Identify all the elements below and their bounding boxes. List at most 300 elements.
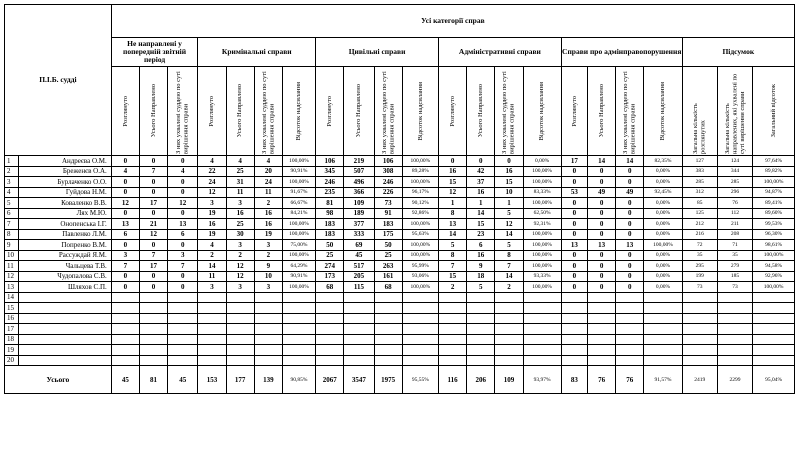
judge-name (19, 292, 112, 303)
table-cell: 16 (438, 166, 466, 177)
table-cell: 42 (467, 166, 495, 177)
table-cell (561, 292, 587, 303)
table-cell: 211 (717, 219, 752, 230)
total-cell: 177 (226, 366, 254, 394)
table-cell: 0 (616, 229, 644, 240)
table-cell: 109 (344, 198, 374, 209)
total-cell: 109 (495, 366, 523, 394)
table-cell (467, 292, 495, 303)
table-cell: 92,96% (753, 271, 795, 282)
table-cell (282, 355, 315, 366)
table-cell: 0 (168, 240, 198, 251)
table-cell: 161 (374, 271, 402, 282)
subheader-percent: Відсоток надсилання (644, 67, 682, 156)
table-cell: 9 (254, 261, 282, 272)
table-cell: 0,00% (644, 250, 682, 261)
table-cell (753, 292, 795, 303)
table-cell: 24 (198, 177, 226, 188)
table-cell: 16 (495, 166, 523, 177)
judge-name: Шляхов С.П. (19, 282, 112, 293)
table-cell: 3 (226, 282, 254, 293)
table-cell (282, 292, 315, 303)
table-cell (717, 324, 752, 335)
table-cell (139, 334, 167, 345)
table-cell (226, 324, 254, 335)
table-cell (168, 303, 198, 314)
table-cell (523, 292, 561, 303)
table-cell: 35 (682, 250, 717, 261)
table-cell: 2 (226, 250, 254, 261)
table-cell: 68 (316, 282, 344, 293)
total-cell: 93,97% (523, 366, 561, 394)
subheader-total-reviewed: Загальна кількість розглянутих (682, 67, 717, 156)
judge-name (19, 324, 112, 335)
table-cell: 115 (344, 282, 374, 293)
table-cell: 15 (438, 271, 466, 282)
table-cell: 212 (682, 219, 717, 230)
table-cell (438, 292, 466, 303)
table-cell (523, 324, 561, 335)
table-cell: 0 (561, 198, 587, 209)
row-number: 16 (5, 313, 19, 324)
table-cell (523, 345, 561, 356)
table-cell: 0,00% (644, 282, 682, 293)
table-cell (682, 345, 717, 356)
table-cell: 0 (561, 219, 587, 230)
table-cell: 30 (226, 229, 254, 240)
table-cell (495, 355, 523, 366)
table-cell: 285 (717, 177, 752, 188)
table-cell: 71 (717, 240, 752, 251)
table-cell: 100,00% (523, 261, 561, 272)
table-cell: 274 (316, 261, 344, 272)
table-row (5, 219, 795, 230)
table-cell: 0 (561, 282, 587, 293)
table-cell: 73 (682, 282, 717, 293)
table-cell: 17 (139, 198, 167, 209)
table-cell (254, 313, 282, 324)
table-cell (495, 303, 523, 314)
table-cell: 6 (111, 229, 139, 240)
table-cell: 100,00% (402, 156, 438, 167)
table-cell: 246 (374, 177, 402, 188)
table-cell: 12 (139, 229, 167, 240)
table-cell: 81 (316, 198, 344, 209)
table-row (5, 261, 795, 272)
table-cell (168, 292, 198, 303)
table-cell (561, 355, 587, 366)
table-cell: 0 (139, 208, 167, 219)
subheader-sent: Усього Направлено (226, 67, 254, 156)
table-cell (644, 313, 682, 324)
table-cell: 344 (717, 166, 752, 177)
table-cell: 0 (111, 282, 139, 293)
table-cell: 12 (111, 198, 139, 209)
table-row (5, 240, 795, 251)
total-cell: 95,55% (402, 366, 438, 394)
total-cell: 95,04% (753, 366, 795, 394)
table-row (5, 271, 795, 282)
table-row (5, 198, 795, 209)
table-cell (374, 355, 402, 366)
table-cell: 100,00% (402, 240, 438, 251)
table-cell: 91 (374, 208, 402, 219)
row-number: 4 (5, 187, 19, 198)
table-cell (561, 334, 587, 345)
table-cell (402, 355, 438, 366)
subheader-of-them: З них ухвалені суддею по суті вирішення справи (254, 67, 282, 156)
table-cell: 95,63% (402, 229, 438, 240)
table-cell (374, 313, 402, 324)
table-cell: 0 (139, 282, 167, 293)
table-cell: 7 (139, 166, 167, 177)
table-cell (344, 303, 374, 314)
table-cell (226, 355, 254, 366)
table-cell: 0 (139, 156, 167, 167)
table-cell: 16 (254, 208, 282, 219)
row-number: 18 (5, 334, 19, 345)
table-cell: 89,82% (753, 166, 795, 177)
subheader-percent: Відсоток надсилання (402, 67, 438, 156)
table-cell (226, 345, 254, 356)
table-cell: 13 (561, 240, 587, 251)
table-cell (467, 324, 495, 335)
table-cell: 0 (587, 271, 615, 282)
table-cell (467, 334, 495, 345)
table-cell: 16 (198, 219, 226, 230)
table-cell: 7 (168, 261, 198, 272)
total-cell: 90,85% (282, 366, 315, 394)
table-cell: 100,00% (523, 240, 561, 251)
table-cell: 90,12% (402, 198, 438, 209)
table-cell: 0 (587, 198, 615, 209)
table-cell: 1 (495, 198, 523, 209)
row-number: 10 (5, 250, 19, 261)
table-cell (467, 355, 495, 366)
table-cell: 183 (316, 219, 344, 230)
table-cell: 90,91% (282, 271, 315, 282)
table-cell: 0 (587, 166, 615, 177)
table-cell: 100,00% (402, 282, 438, 293)
table-cell (226, 292, 254, 303)
table-cell (682, 324, 717, 335)
table-cell: 92,31% (523, 219, 561, 230)
total-cell: 153 (198, 366, 226, 394)
table-cell (254, 334, 282, 345)
table-cell (168, 345, 198, 356)
judge-name (19, 334, 112, 345)
table-cell: 0 (111, 208, 139, 219)
table-cell: 2 (254, 250, 282, 261)
judge-name: Гуйдова Н.М. (19, 187, 112, 198)
table-cell: 53 (561, 187, 587, 198)
table-cell: 9 (467, 261, 495, 272)
table-cell: 0 (587, 219, 615, 230)
total-cell: 2067 (316, 366, 344, 394)
table-cell: 100,00% (402, 177, 438, 188)
table-cell: 0,00% (644, 198, 682, 209)
group-header-admin-offenses: Справи про адмінправопорушення (561, 38, 682, 67)
table-cell (282, 303, 315, 314)
judge-name (19, 303, 112, 314)
table-cell: 93,06% (402, 271, 438, 282)
table-row (5, 303, 795, 314)
table-cell (753, 345, 795, 356)
table-cell: 16 (467, 187, 495, 198)
table-cell (402, 345, 438, 356)
table-cell: 0 (616, 166, 644, 177)
table-cell: 0,00% (523, 156, 561, 167)
table-cell: 83,33% (523, 187, 561, 198)
table-cell (374, 292, 402, 303)
table-cell: 16 (226, 208, 254, 219)
table-cell (254, 355, 282, 366)
table-cell: 0 (495, 156, 523, 167)
table-cell: 0 (561, 261, 587, 272)
table-row (5, 345, 795, 356)
row-number: 9 (5, 240, 19, 251)
table-cell: 308 (374, 166, 402, 177)
table-cell (587, 334, 615, 345)
table-cell: 100,00% (402, 250, 438, 261)
total-cell: 81 (139, 366, 167, 394)
row-number: 11 (5, 261, 19, 272)
subheader-sent: Усього Направлено (344, 67, 374, 156)
table-cell: 106 (316, 156, 344, 167)
group-header-unsent: Не направлені у попередній звітній період (111, 38, 198, 67)
table-cell (438, 355, 466, 366)
table-cell: 100,00% (282, 250, 315, 261)
row-number: 14 (5, 292, 19, 303)
table-cell: 14 (495, 271, 523, 282)
table-cell: 20 (254, 166, 282, 177)
table-cell (402, 324, 438, 335)
table-cell: 100,00% (402, 219, 438, 230)
table-cell: 0 (111, 187, 139, 198)
table-cell: 14 (616, 156, 644, 167)
table-cell (561, 303, 587, 314)
table-cell: 100,00% (753, 177, 795, 188)
table-cell: 173 (316, 271, 344, 282)
table-cell: 73 (717, 282, 752, 293)
table-row (5, 156, 795, 167)
table-cell: 11 (226, 187, 254, 198)
table-row (5, 282, 795, 293)
subheader-total-sent: Загальна кількість направлених, які ухвалені по суті вирішення справи (717, 67, 752, 156)
table-cell (344, 345, 374, 356)
table-cell (753, 303, 795, 314)
table-cell: 0 (616, 219, 644, 230)
table-cell (753, 355, 795, 366)
table-cell (523, 334, 561, 345)
table-cell: 226 (374, 187, 402, 198)
table-cell (282, 324, 315, 335)
table-cell (111, 313, 139, 324)
table-cell (111, 292, 139, 303)
table-cell: 0 (616, 198, 644, 209)
subheader-percent: Відсоток надсилання (282, 67, 315, 156)
table-cell (467, 303, 495, 314)
table-cell: 12 (438, 187, 466, 198)
table-cell (682, 303, 717, 314)
table-cell: 3 (198, 282, 226, 293)
table-cell (467, 313, 495, 324)
table-cell: 296 (717, 187, 752, 198)
table-cell: 21 (139, 219, 167, 230)
table-cell: 13 (168, 219, 198, 230)
table-cell: 183 (316, 229, 344, 240)
table-cell: 89,60% (753, 208, 795, 219)
table-cell (316, 334, 344, 345)
table-cell: 0 (587, 229, 615, 240)
table-cell (374, 345, 402, 356)
total-cell: 76 (616, 366, 644, 394)
table-cell: 0 (168, 187, 198, 198)
table-cell (168, 324, 198, 335)
table-cell (226, 303, 254, 314)
table-cell: 0 (561, 271, 587, 282)
table-cell (438, 303, 466, 314)
table-cell: 23 (467, 229, 495, 240)
table-cell: 0 (168, 282, 198, 293)
table-cell: 35 (717, 250, 752, 261)
table-cell: 0,00% (644, 229, 682, 240)
table-cell: 3 (198, 198, 226, 209)
subheader-reviewed: Розглянуто (111, 67, 139, 156)
table-cell: 95,99% (402, 261, 438, 272)
table-cell: 14 (587, 156, 615, 167)
table-cell: 4 (111, 166, 139, 177)
table-cell (682, 313, 717, 324)
table-cell (438, 345, 466, 356)
table-cell: 100,00% (523, 166, 561, 177)
table-cell (111, 324, 139, 335)
table-cell (402, 334, 438, 345)
table-cell (316, 303, 344, 314)
table-cell (198, 292, 226, 303)
table-cell: 4 (198, 240, 226, 251)
table-row (5, 324, 795, 335)
table-cell: 0,00% (644, 177, 682, 188)
table-cell: 125 (682, 208, 717, 219)
group-header-summary: Підсумок (682, 38, 794, 67)
table-cell (717, 355, 752, 366)
table-cell (561, 324, 587, 335)
group-header-criminal: Кримінальні справи (198, 38, 316, 67)
table-cell: 0 (561, 177, 587, 188)
table-cell (682, 334, 717, 345)
table-cell: 16 (467, 250, 495, 261)
table-cell: 15 (438, 177, 466, 188)
table-cell: 0 (616, 208, 644, 219)
table-cell (495, 292, 523, 303)
table-cell (523, 313, 561, 324)
table-cell: 175 (374, 229, 402, 240)
row-number: 3 (5, 177, 19, 188)
judge-name: Лях М.Ю. (19, 208, 112, 219)
judge-name: Бреженєв О.А. (19, 166, 112, 177)
table-cell (168, 313, 198, 324)
table-cell: 64,29% (282, 261, 315, 272)
total-cell: 206 (467, 366, 495, 394)
table-row (5, 250, 795, 261)
table-cell: 0,00% (644, 271, 682, 282)
table-cell (344, 324, 374, 335)
table-cell: 183 (374, 219, 402, 230)
table-cell (226, 334, 254, 345)
subheader-of-them: З них ухвалені суддею по суті вирішення справи (168, 67, 198, 156)
table-cell: 0 (168, 177, 198, 188)
subheader-total-percent: Загальний відсоток (753, 67, 795, 156)
judge-name: Андреєва О.М. (19, 156, 112, 167)
table-cell: 100,00% (523, 229, 561, 240)
table-cell (644, 355, 682, 366)
table-cell: 68 (374, 282, 402, 293)
table-cell: 235 (316, 187, 344, 198)
judge-name: Чальцева Т.В. (19, 261, 112, 272)
table-cell (316, 313, 344, 324)
table-cell: 0 (587, 250, 615, 261)
table-cell (587, 355, 615, 366)
table-cell: 45 (344, 250, 374, 261)
judge-name (19, 355, 112, 366)
table-cell (282, 334, 315, 345)
table-cell: 2 (438, 282, 466, 293)
table-cell: 3 (254, 240, 282, 251)
table-cell: 4 (226, 156, 254, 167)
table-cell: 91,67% (282, 187, 315, 198)
table-cell (198, 355, 226, 366)
table-cell: 127 (682, 156, 717, 167)
table-cell (139, 355, 167, 366)
table-cell (226, 313, 254, 324)
table-cell: 7 (111, 261, 139, 272)
table-cell (682, 355, 717, 366)
table-cell (644, 303, 682, 314)
judge-name: Павленко Л.М. (19, 229, 112, 240)
table-cell: 312 (682, 187, 717, 198)
table-cell: 66,67% (282, 198, 315, 209)
table-cell: 8 (438, 250, 466, 261)
table-cell (717, 313, 752, 324)
table-cell (198, 313, 226, 324)
table-cell: 25 (226, 219, 254, 230)
subheader-sent: Усього Направлено (139, 67, 167, 156)
table-cell: 6 (467, 240, 495, 251)
table-cell: 246 (316, 177, 344, 188)
table-cell (344, 313, 374, 324)
table-cell: 75,00% (282, 240, 315, 251)
row-number: 12 (5, 271, 19, 282)
row-number: 20 (5, 355, 19, 366)
table-cell (438, 313, 466, 324)
table-cell: 96,30% (753, 229, 795, 240)
table-cell: 8 (438, 208, 466, 219)
table-cell: 94,87% (753, 187, 795, 198)
table-cell (495, 313, 523, 324)
table-cell: 12 (226, 261, 254, 272)
table-row (5, 334, 795, 345)
table-cell: 0 (561, 250, 587, 261)
table-cell: 84,21% (282, 208, 315, 219)
table-cell: 185 (717, 271, 752, 282)
table-cell: 0 (587, 177, 615, 188)
table-cell (344, 334, 374, 345)
total-label: Усього (5, 366, 112, 394)
table-cell: 106 (374, 156, 402, 167)
name-column-header: П.І.Б. судді (5, 5, 112, 156)
table-cell (495, 324, 523, 335)
